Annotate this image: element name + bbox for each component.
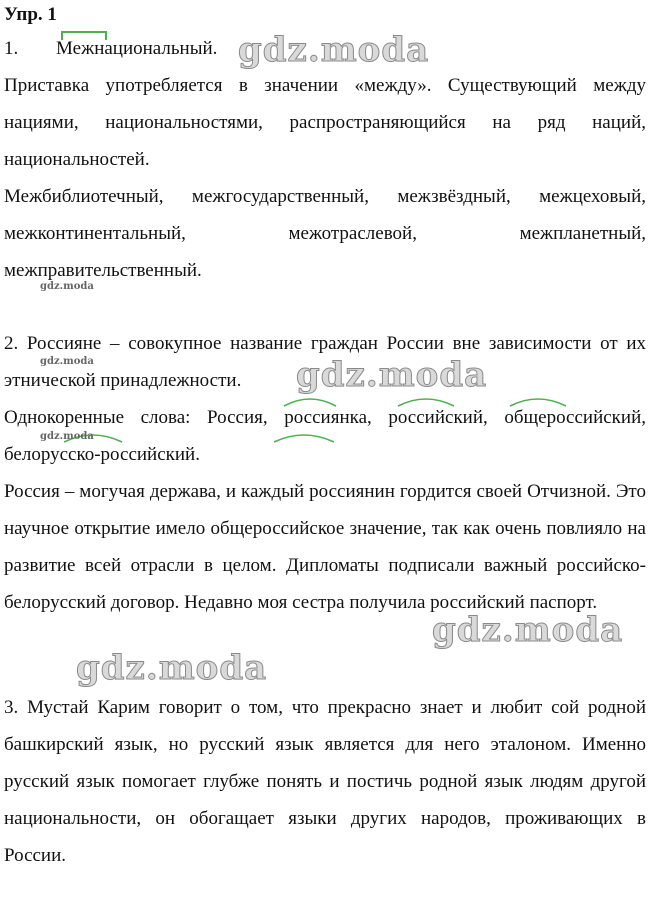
watermark-logo: gdz.moda — [76, 648, 268, 688]
item3-text: 3. Мустай Карим говорит о том, что прекрасно знает и любит сой родной башкирский язык, но русский язык является для него эталоном. Именно русский язык помогает глубже понять и постичь родной язык людям другой национальности, он обогащает языки других народов, проживающих в России. — [4, 697, 646, 866]
item2-cognates: Однокоренные слова: Россия, россиянка, российский, общероссийский, белорусско-российский. — [4, 407, 646, 465]
watermark-small: gdz.moda — [40, 431, 94, 442]
watermark-small: gdz.moda — [40, 281, 94, 292]
watermark-logo: gdz.moda — [238, 30, 430, 70]
watermark-logo: gdz.moda — [432, 610, 624, 650]
item1-examples: Межбиблиотечный, межгосударственный, межзвёздный, межцеховый, межконтинентальный, межотраслевой, межпланетный, межправительственный. — [4, 186, 646, 281]
item1-explanation: Приставка употребляется в значении «между». Существующий между нациями, национальностями, распространяющийся на ряд наций, национальностей. — [4, 75, 646, 170]
item2-definition: 2. Россияне – совокупное название граждан России вне зависимости от их этнической принадлежности. — [4, 333, 646, 391]
item1-word: Межнациональный. — [56, 38, 218, 59]
item1-number: 1. — [4, 38, 19, 59]
watermark-logo: gdz.moda — [296, 355, 488, 395]
exercise-heading: Упр. 1 — [4, 4, 57, 25]
watermark-small: gdz.moda — [40, 356, 94, 367]
item1-word-line — [4, 30, 646, 67]
item2-sentences: Россия – могучая держава, и каждый россиянин гордится своей Отчизной. Это научное открытие имело общероссийское значение, так как очень повлияло на развитие всей отрасли в целом. Дипломаты подписали важный российско-белорусский договор. Недавно моя сестра получила российский паспорт. — [4, 481, 646, 613]
